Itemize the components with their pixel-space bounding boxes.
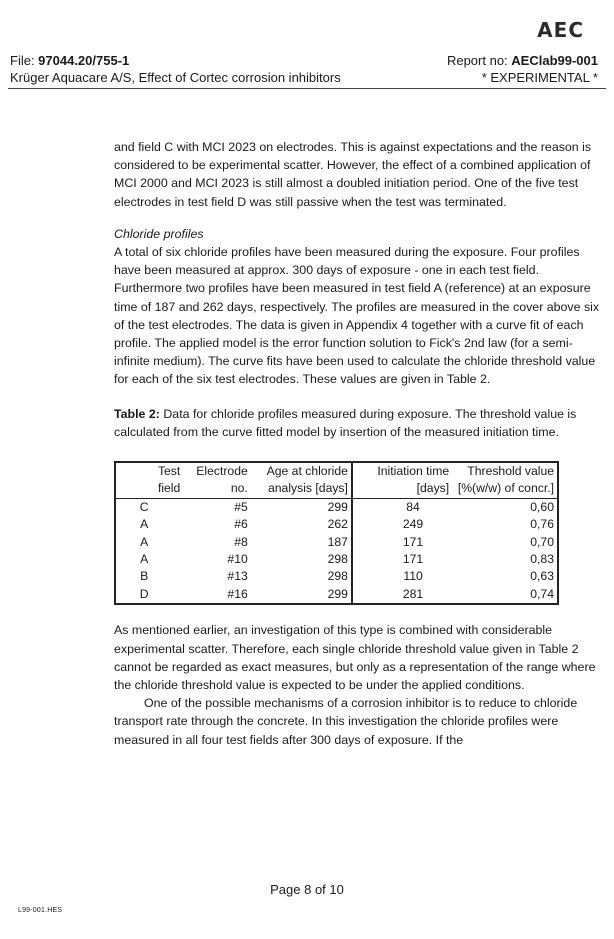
cell-threshold: 0,60 — [530, 499, 554, 514]
cell-age: 298 — [251, 568, 352, 585]
header-initiation: Initiation time — [377, 464, 450, 479]
cell-electrode: #5 — [234, 499, 248, 514]
cell-field: D — [139, 586, 149, 601]
cell-age: 298 — [251, 551, 352, 568]
table-caption: Table 2: Data for chloride profiles measured during exposure. The threshold value is calculated from the curve fitted model by insertion of the measured initiation time. — [114, 406, 577, 439]
document-subtitle: Krüger Aquacare A/S, Effect of Cortec corrosion inhibitors — [10, 70, 341, 85]
cell-initiation: 84 — [406, 499, 420, 514]
table-header-row — [115, 480, 558, 498]
page-body — [114, 138, 602, 749]
cell-initiation: 171 — [402, 552, 424, 567]
header-age: Age at chloride — [251, 462, 352, 480]
paragraph-mechanisms: One of the possible mechanisms of a corrosion inhibitor is to reduce to chloride transport rate through the concrete. In this investigation the chloride profiles were measured in all four test fields after 300 days of exposure. If the — [114, 696, 578, 747]
table-row — [115, 498, 558, 516]
cell-field: C — [139, 499, 149, 514]
document-id: L99-001.HES — [18, 907, 63, 914]
cell-threshold: 0,74 — [530, 586, 554, 601]
cell-threshold: 0,76 — [530, 517, 554, 532]
header-electrode: Electrode — [196, 464, 248, 479]
cell-initiation: 110 — [403, 569, 423, 584]
report-number: Report no: AEClab99-001 — [446, 53, 598, 68]
cell-initiation: 249 — [402, 517, 424, 532]
table-row — [115, 586, 558, 604]
cell-electrode: #8 — [234, 534, 248, 549]
cell-field: A — [140, 534, 149, 549]
header-days: [days] — [352, 480, 452, 498]
cell-electrode: #6 — [234, 517, 248, 532]
paragraph-scatter: As mentioned earlier, an investigation of this type is combined with considerable experimental scatter. Therefore, each single chloride threshold value given in Table 2 cannot be regarded as exact measures, but only as a representation of the range where the chloride threshold value is expected to be under the applied conditions. — [114, 623, 596, 692]
cell-age: 299 — [251, 498, 352, 516]
table-header-row — [115, 462, 558, 480]
cell-threshold: 0,70 — [530, 534, 554, 549]
cell-field: A — [140, 552, 149, 567]
chloride-data-table — [114, 461, 559, 605]
cell-threshold: 0,63 — [530, 569, 554, 584]
cell-threshold: 0,83 — [530, 552, 554, 567]
aec-logo: AEC — [537, 18, 584, 42]
cell-electrode: #16 — [227, 586, 248, 601]
header-field: field — [115, 480, 183, 498]
header-no: no. — [183, 480, 250, 498]
page-number: Page 8 of 10 — [270, 882, 344, 897]
cell-initiation: 281 — [402, 586, 424, 601]
header-concr: [%(w/w) of concr.] — [452, 480, 558, 498]
cell-age: 299 — [251, 586, 352, 604]
section-heading: Chloride profiles — [114, 226, 204, 241]
paragraph-chloride-profiles: A total of six chloride profiles have been measured during the exposure. Four profiles have been measured at approx. 300 days of exposure - one in each test field. Furthermore two profiles have been measured in test field A (reference) at an exposure time of 187 and 262 days, respectively. The profiles are measured in the cover above six of the test electrodes. The data is given in Appendix 4 together with a curve fit of each profile. The applied model is the error function solution to Fick's 2nd law (for a semi-infinite medium). The curve fits have been used to calculate the chloride threshold value for each of the six test electrodes. These values are given in Table 2. — [114, 245, 600, 387]
cell-field: A — [140, 517, 149, 532]
header-divider — [8, 88, 606, 89]
table-row — [115, 551, 558, 568]
cell-initiation: 171 — [402, 534, 424, 549]
experimental-label: * EXPERIMENTAL * — [481, 70, 598, 85]
file-reference: File: 97044.20/755-1 — [10, 53, 130, 68]
cell-electrode: #10 — [227, 552, 248, 567]
table-row — [115, 568, 558, 585]
header-threshold: Threshold value — [467, 464, 554, 479]
cell-age: 262 — [251, 516, 352, 533]
paragraph-continued: and field C with MCI 2023 on electrodes. This is against expectations and the reason is considered to be experimental scatter. However, the effect of a combined application of MCI 2000 and MCI 2023 is still almost a doubled initiation period. One of the five test electrodes in test field D was still passive when the test was terminated. — [114, 140, 592, 209]
header-test: Test — [157, 464, 181, 479]
cell-field: B — [140, 569, 149, 584]
table-row — [115, 534, 558, 551]
cell-electrode: #13 — [227, 569, 248, 584]
table-row — [115, 516, 558, 533]
header-analysis-days: analysis [days] — [251, 480, 352, 498]
cell-age: 187 — [251, 534, 352, 551]
